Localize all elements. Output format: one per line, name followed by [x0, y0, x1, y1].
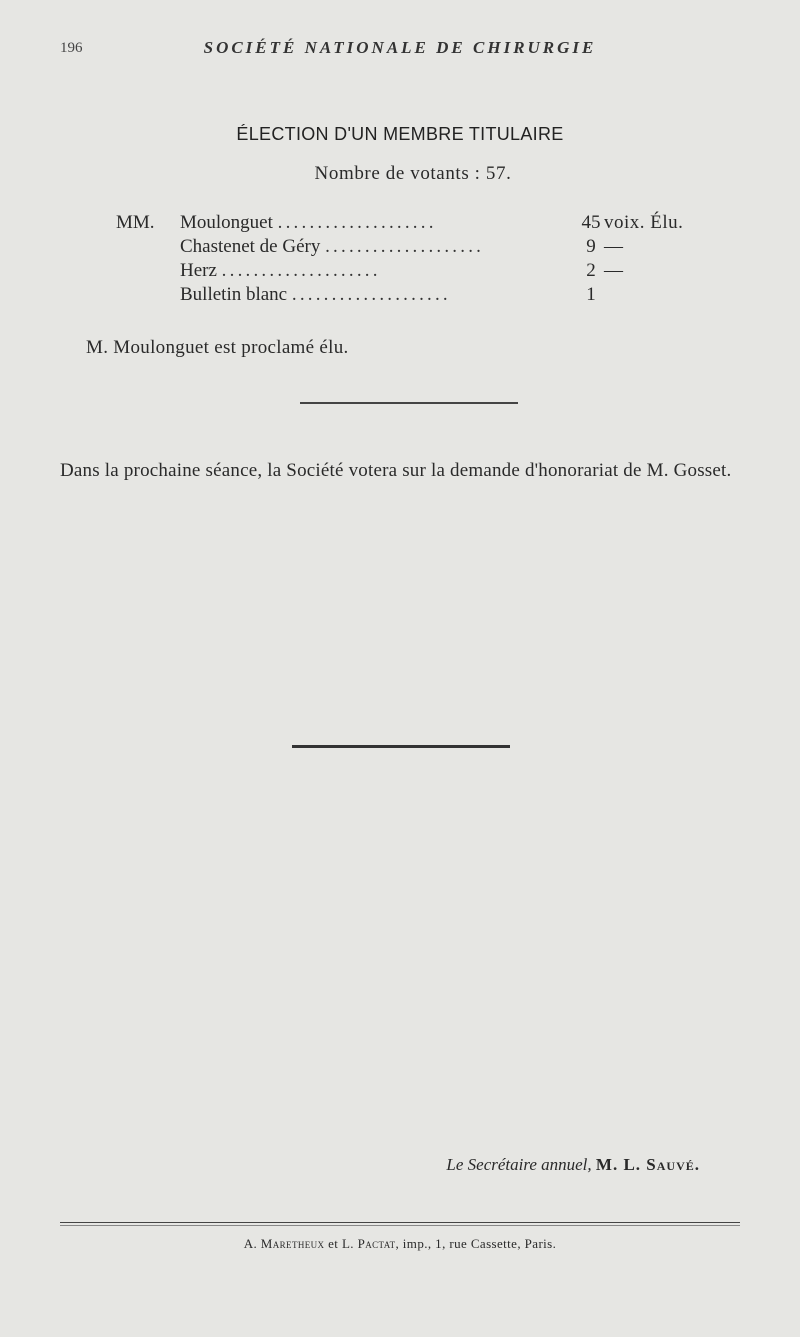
divider-rule: [292, 745, 510, 748]
voters-line: Nombre de votants : 57.: [314, 163, 512, 184]
signature: [446, 1155, 700, 1175]
footer-rule: [60, 1225, 740, 1226]
result-row: [180, 260, 720, 284]
signature-name: M. L. Sauvé.: [595, 1155, 700, 1174]
page-number: 196: [60, 40, 83, 56]
printer-name: L. Pactat: [341, 1236, 396, 1251]
mm-label: MM.: [116, 212, 155, 233]
section-title: ÉLECTION D'UN MEMBRE TITULAIRE: [236, 124, 564, 144]
result-row: [180, 212, 720, 236]
result-row: [180, 284, 720, 308]
vote-count: 9: [586, 236, 596, 257]
candidate-name: Herz: [180, 260, 217, 281]
footer-rule: [60, 1222, 740, 1223]
printer-imprint: [0, 1236, 800, 1252]
running-head: SOCIÉTÉ NATIONALE DE CHIRURGIE: [203, 38, 597, 57]
candidate-name: Bulletin blanc: [180, 284, 288, 305]
proclamation: M. Moulonguet est proclamé élu.: [86, 337, 349, 358]
printer-conjunction: et: [324, 1236, 342, 1251]
divider-rule: [300, 402, 518, 404]
vote-count: 45: [581, 212, 601, 233]
results-list: [180, 212, 720, 308]
vote-note: —: [604, 260, 624, 281]
signature-role: Le Secrétaire annuel,: [446, 1155, 592, 1174]
vote-note: voix. Élu.: [604, 212, 684, 233]
leader-dots: ....................: [277, 212, 437, 233]
candidate-name: Chastenet de Géry: [180, 236, 321, 257]
candidate-name: Moulonguet: [180, 212, 273, 233]
printer-address: , imp., 1, rue Cassette, Paris.: [395, 1236, 557, 1251]
leader-dots: ....................: [291, 284, 451, 305]
vote-count: 1: [586, 284, 596, 305]
vote-count: 2: [586, 260, 596, 281]
leader-dots: ....................: [221, 260, 381, 281]
vote-note: —: [604, 236, 624, 257]
leader-dots: ....................: [325, 236, 485, 257]
announcement-paragraph: Dans la prochaine séance, la Société votera sur la demande d'honorariat de M. Gosset.: [60, 460, 732, 481]
result-row: [180, 236, 720, 260]
printer-name: A. Maretheux: [243, 1236, 325, 1251]
